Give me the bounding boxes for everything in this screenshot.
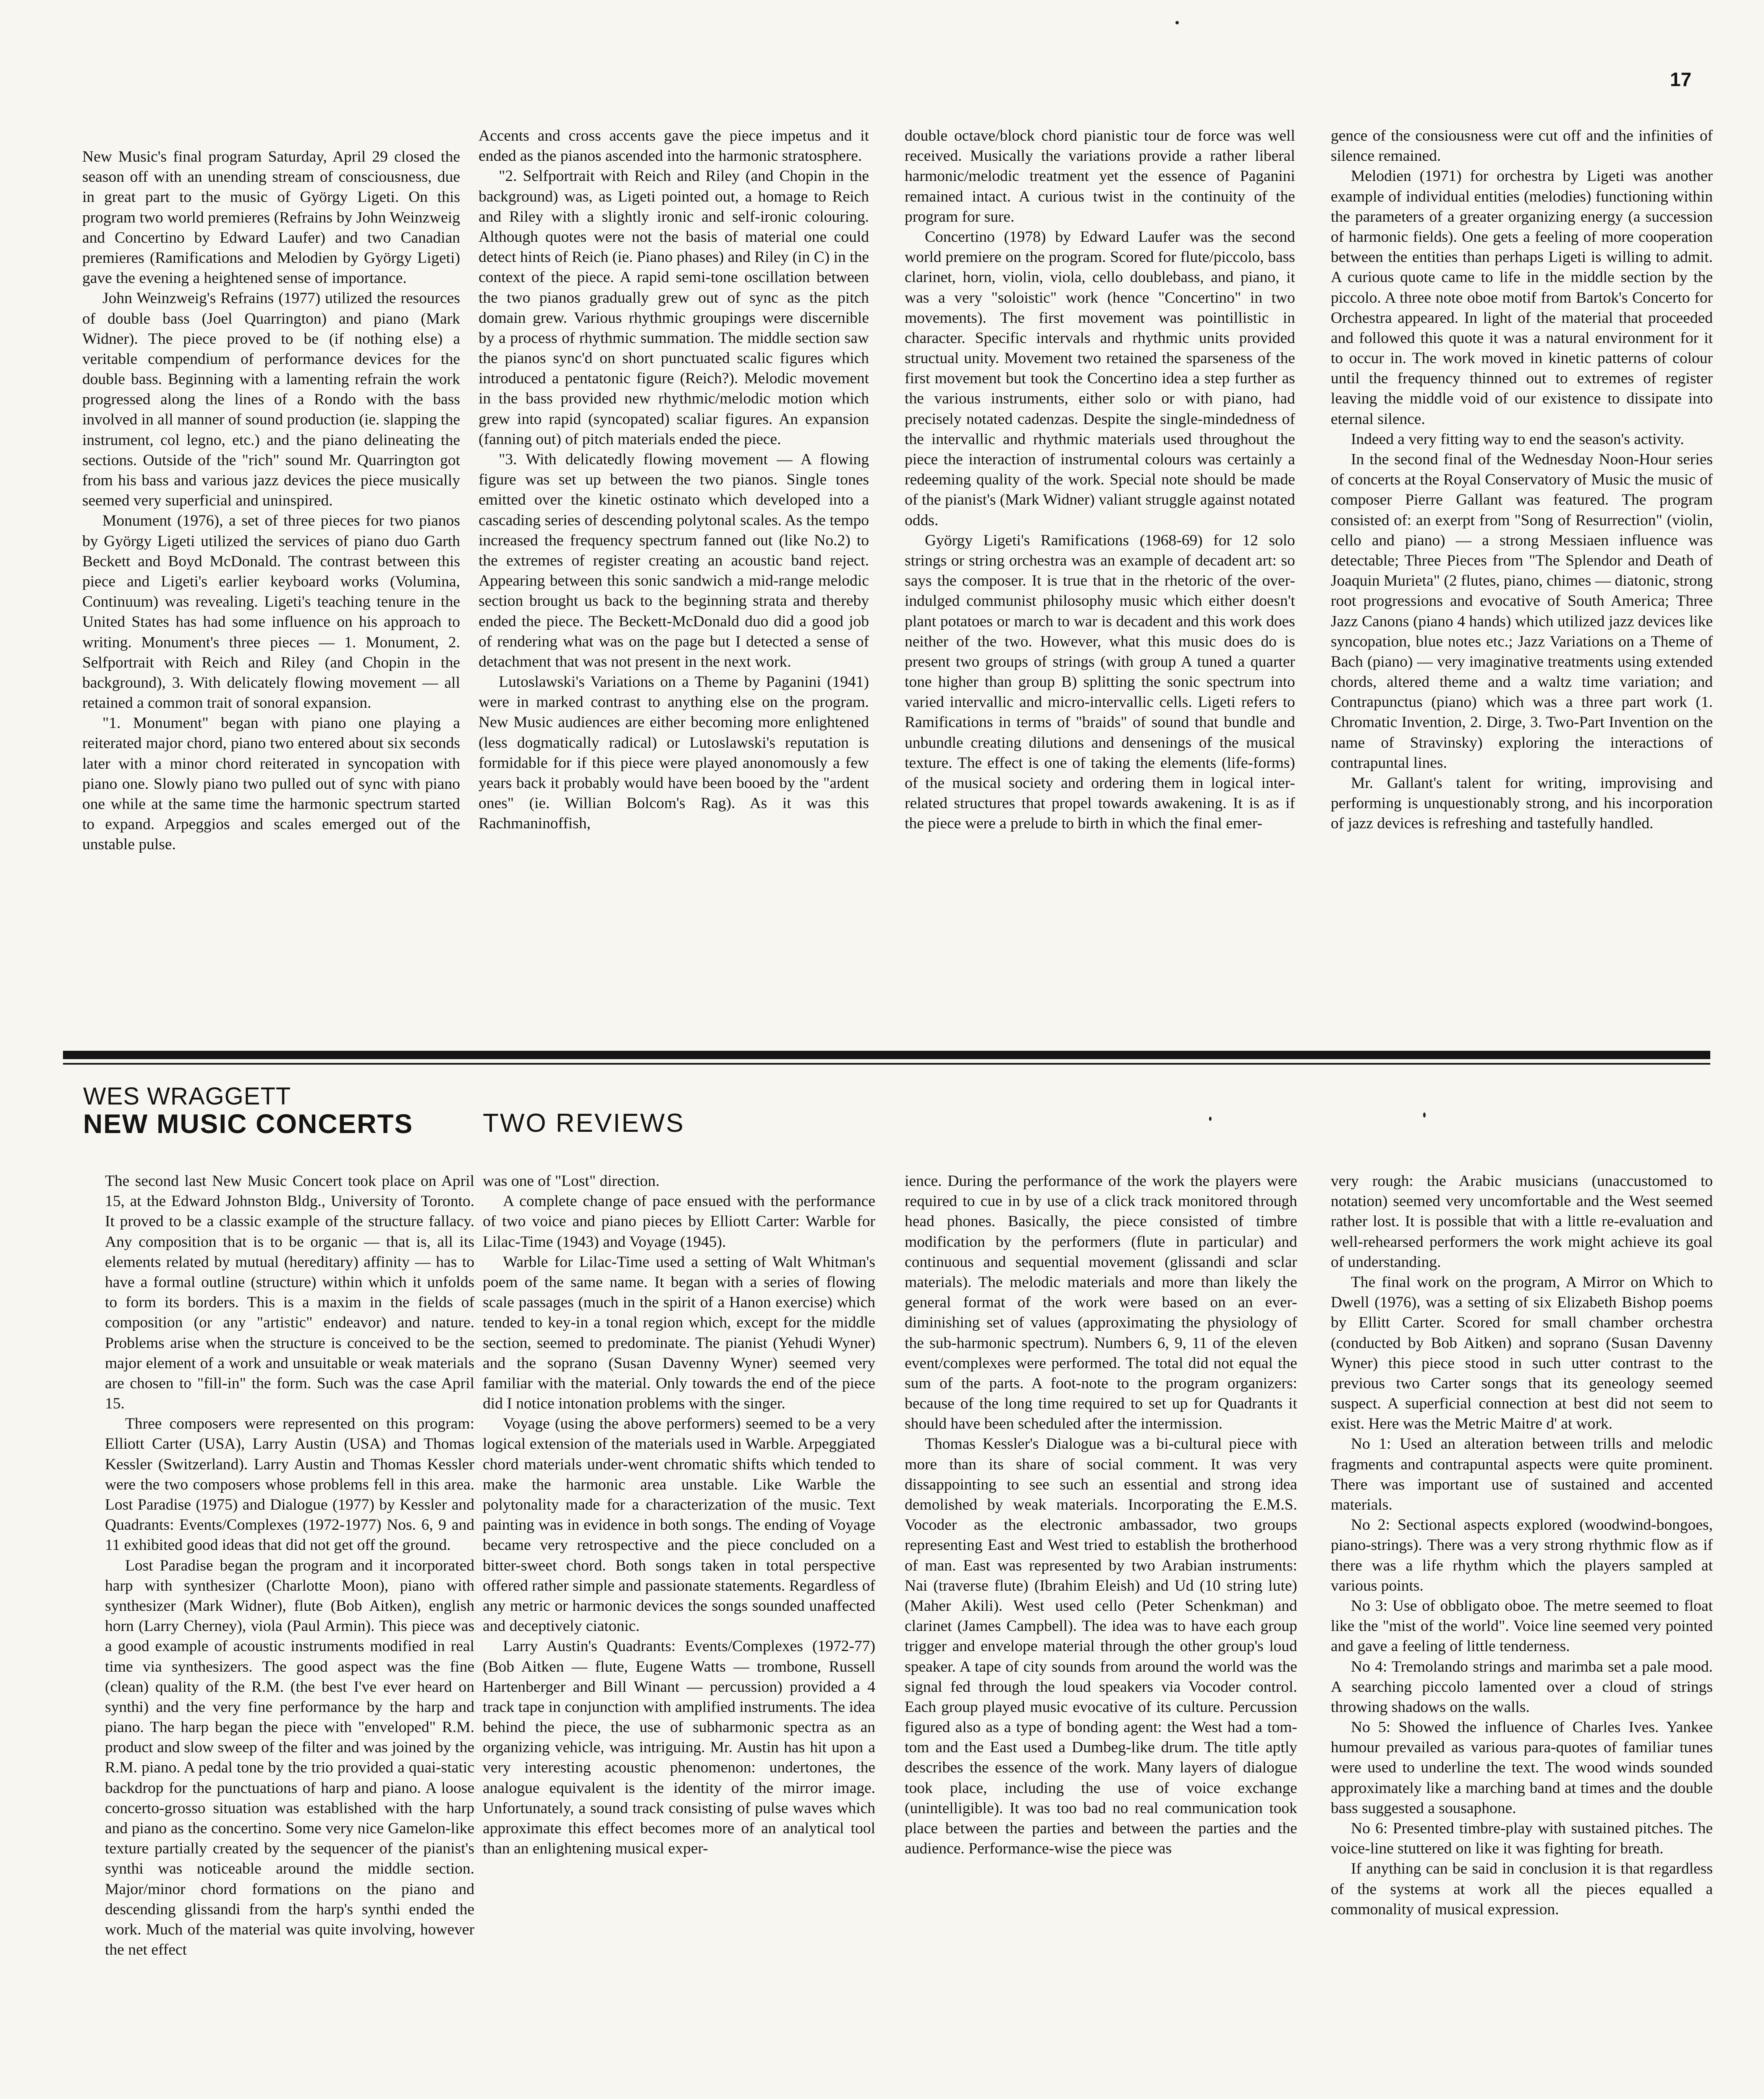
scan-speck bbox=[1175, 21, 1179, 24]
paragraph: If anything can be said in conclusion it is that regardless of the systems at work all the pieces equalled a commonality of musical expression. bbox=[1331, 1860, 1713, 1918]
paragraph: Lost Paradise began the program and it incorporated harp with synthesizer (Charlotte Moon), piano with synthesizer (Mark Widner), flute (Bob Aitken), english horn (Larry Cherney), viola (Paul Armin). This piece was a good example of acoustic instruments modified in real time via synthesizers. The good aspect was the fine (clean) quality of the R.M. (the best I've ever heard on synthi) and the very fine performance by the harp and piano. The harp began the piece with "enveloped" R.M. product and slow sweep of the filter and was joined by the R.M. piano. A pedal tone by the trio provided a quai-static backdrop for the punctuations of harp and piano. A loose concerto-grosso situation was established with the harp and piano as the concertino. Some very nice Gamelon-like texture partially created by the sequencer of the pianist's synthi was noticeable around the middle section. Major/minor chord formations on the piano and descending glissandi from the harp's synthi ended the work. Much of the material was quite involving, however the net effect bbox=[105, 1557, 474, 1959]
paragraph: Voyage (using the above performers) seemed to be a very logical extension of the materials used in Warble. Arpeggiated chord materials under-went chromatic shifts which tended to make the harmonic area unstable. Like Warble the polytonality made for a characterization of the music. Text painting was in evidence in both songs. The ending of Voyage became very retrospective and the piece concluded on a bitter-sweet chord. Both songs taken in total perspective offered rather simple and passionate statements. Regardless of any metric or harmonic devices the songs sounded unaffected and deceptively ciatonic. bbox=[483, 1415, 875, 1635]
paragraph: The final work on the program, A Mirror on Which to Dwell (1976), was a setting of six Elizabeth Bishop poems by Ellitt Carter. Scored for small chamber orchestra (conducted by Bob Aitken) and soprano (Susan Davenny Wyner) this piece stood in such utter contrast to the previous two Carter songs that its geneology seemed suspect. A superficial connection at best did not seem to exist. Here was the Metric Maitre d' at work. bbox=[1331, 1273, 1713, 1433]
paragraph: was one of "Lost" direction. bbox=[483, 1173, 660, 1190]
paragraph: Melodien (1971) for orchestra by Ligeti was another example of individual entities (melodies) functioning within the parameters of a greater organizing energy (a succession of harmonic fields). One gets a feeling of more cooperation between the entities than perhaps Ligeti is willing to admit. A curious quote came to life in the middle section by the piccolo. A three note oboe motif from Bartok's Concerto for Orchestra appeared. In light of the material that proceeded and followed this quote it was a natural environment for it to occur in. The work moved in kinetic patterns of colour until the frequency thinned out to extremes of register leaving the middle void of our existence to dissipate into eternal silence. bbox=[1331, 168, 1713, 428]
bottom-column-2 bbox=[483, 1171, 875, 2099]
paragraph: A complete change of pace ensued with the performance of two voice and piano pieces by Elliott Carter: Warble for Lilac-Time (1943) and Voyage (1945). bbox=[483, 1193, 875, 1251]
paragraph: gence of the consiousness were cut off and the infinities of silence remained. bbox=[1331, 127, 1713, 165]
paragraph: No 4: Tremolando strings and marimba set a pale mood. A searching piccolo lamented over a cloud of strings throwing shadows on the walls. bbox=[1331, 1658, 1713, 1716]
paragraph: Larry Austin's Quadrants: Events/Complexes (1972-77) (Bob Aitken — flute, Eugene Watts — trombone, Russell Hartenberger and Bill Winant — percussion) provided a 4 track tape in conjunction with amplified instruments. The idea behind the piece, the use of subharmonic spectra as an organizing vehicle, was intriguing. Mr. Austin has hit upon a very interesting acoustic phenomenon: undertones, the analogue equivalent is the identity of the mirror image. Unfortunately, a sound track consisting of pulse waves which approximate this effect becomes more of an analytical tool than an enlightening musical exper- bbox=[483, 1638, 875, 1858]
scan-speck bbox=[1209, 1117, 1212, 1121]
paragraph: Three composers were represented on this program: Elliott Carter (USA), Larry Austin (USA) and Thomas Kessler (Switzerland). Larry Austin and Thomas Kessler were the two composers whose problems fell in this area. Lost Paradise (1975) and Dialogue (1977) by Kessler and Quadrants: Events/Complexes (1972-1977) Nos. 6, 9 and 11 exhibited good ideas that did not get off the ground. bbox=[105, 1415, 474, 1554]
paragraph: Monument (1976), a set of three pieces for two pianos by György Ligeti utilized the services of piano duo Garth Beckett and Boyd McDonald. The contrast between this piece and Ligeti's earlier keyboard works (Volumina, Continuum) was revealing. Ligeti's teaching tenure in the United States has had some influence on his approach to writing. Monument's three pieces — 1. Monument, 2. Selfportrait with Reich and Riley (and Chopin in the background), 3. With delicately flowing movement — all retained a common trait of sonoral expansion. bbox=[82, 512, 460, 712]
paragraph: Warble for Lilac-Time used a setting of Walt Whitman's poem of the same name. It began with a series of flowing scale passages (much in the spirit of a Hanon exercise) which tended to key-in a tonal region which, except for the middle section, seemed to predominate. The pianist (Yehudi Wyner) and the soprano (Susan Davenny Wyner) seemed very familiar with the material. Only towards the end of the piece did I notice intonation problems with the singer. bbox=[483, 1253, 875, 1413]
paragraph: No 1: Used an alteration between trills and melodic fragments and contrapuntal aspects were quite prominent. There was important use of sustained and accented materials. bbox=[1331, 1435, 1713, 1513]
paragraph: No 6: Presented timbre-play with sustained pitches. The voice-line stuttered on like it was fighting for breath. bbox=[1331, 1820, 1713, 1858]
paragraph: No 5: Showed the influence of Charles Ives. Yankee humour prevailed as various para-quotes of familiar tunes were used to underline the text. The wood winds sounded approximately like a marching band at times and the double bass suggested a sousaphone. bbox=[1331, 1719, 1713, 1817]
paragraph: ience. During the performance of the work the players were required to cue in by use of a click track monitored through head phones. Basically, the piece consisted of timbre modification by the performers (flute in particular) and continuous and sequential movement (glissandi and sclar materials). The melodic materials and more than likely the general format of the work were based on an ever-diminishing set of values (approximating the physiology of the sub-harmonic spectrum). Numbers 6, 9, 11 of the eleven event/complexes were performed. The total did not equal the sum of the parts. A foot-note to the program organizers: because of the long time required to set up for Quadrants it should have been scheduled after the intermission. bbox=[905, 1173, 1297, 1433]
paragraph: New Music's final program Saturday, April 29 closed the season off with an unending stream of consciousness, due in great part to the music of György Ligeti. On this program two world premieres (Refrains by John Weinzweig and Concertino by Edward Laufer) and two Canadian premieres (Ramifications and Melodien by György Ligeti) gave the evening a heightened sense of importance. bbox=[82, 148, 460, 287]
paragraph: No 2: Sectional aspects explored (woodwind-bongoes, piano-strings). There was a very strong rhythmic flow as if there was a life rhythm which the players sampled at various points. bbox=[1331, 1516, 1713, 1594]
paragraph: Thomas Kessler's Dialogue was a bi-cultural piece with more than its share of social comment. It was very dissappointing to see such an essential and strong idea demolished by weak materials. Incorporating the E.M.S. Vocoder as the electronic ambassador, two groups representing East and West tried to establish the brotherhood of man. East was represented by two Arabian instruments: Nai (traverse flute) (Ibrahim Eleish) and Ud (10 string lute) (Maher Akili). West used cello (Peter Schenkman) and clarinet (James Campbell). The idea was to have each group trigger and envelope material through the other group's loud speaker. A tape of city sounds from around the world was the signal fed through the loud speakers via Vocoder control. Each group played music evocative of its culture. Percussion figured also as a type of bonding agent: the West had a tom-tom and the East used a Dumbeg-like drum. The title aptly describes the essence of the work. Many layers of dialogue took place, including the use of voice exchange (unintelligible). It was too bad no real communication took place between the parties and between the parties and the audience. Performance-wise the piece was bbox=[905, 1435, 1297, 1858]
bottom-column-3 bbox=[905, 1171, 1297, 2099]
paragraph: Indeed a very fitting way to end the season's activity. bbox=[1351, 430, 1684, 448]
paragraph: The second last New Music Concert took place on April 15, at the Edward Johnston Bldg., University of Toronto. It proved to be a classic example of the structure fallacy. Any composition that is to be organic — that is, all its elements related by mutual (hereditary) affinity — has to have a formal outline (structure) within which it unfolds to form its borders. This is a maxim in the fields of composition (or any "artistic" endeavor) and nature. Problems arise when the structure is conceived to be the major element of a work and unsuitable or weak materials are chosen to "fill-in" the form. Such was the case April 15. bbox=[105, 1173, 474, 1413]
top-column-1 bbox=[82, 147, 460, 1045]
paragraph: Concertino (1978) by Edward Laufer was the second world premiere on the program. Scored for flute/piccolo, bass clarinet, horn, violin, viola, cello doublebass, and piano, it was a very "soloistic" work (hence "Concertino" in two movements). The first movement was pointillistic in character. Specific intervals and rhythmic units provided structual unity. Movement two retained the sparseness of the first movement but took the Concertino idea a step further as the various instruments, either solo or with piano, had precisely notated cadenzas. Despite the single-mindedness of the intervallic and rhythmic materials used throughout the piece the interaction of instrumental colours was certainly a redeeming quality of the work. Special note should be made of the pianist's (Mark Widner) valiant struggle against notated odds. bbox=[905, 228, 1295, 529]
paragraph: No 3: Use of obbligato oboe. The metre seemed to float like the "mist of the world". Voice line seemed very pointed and gave a feeling of little tenderness. bbox=[1331, 1597, 1713, 1655]
bottom-column-4 bbox=[1331, 1171, 1713, 2099]
bottom-column-1 bbox=[105, 1171, 474, 2099]
paragraph: very rough: the Arabic musicians (unaccustomed to notation) seemed very uncomfortable and the West seemed rather lost. It is possible that with a little re-evaluation and well-rehearsed performers the work might achieve its goal of understanding. bbox=[1331, 1173, 1713, 1271]
paragraph: "1. Monument" began with piano one playing a reiterated major chord, piano two entered about six seconds later with a minor chord reiterated in syncopation with piano one. Slowly piano two pulled out of sync with piano one while at the same time the harmonic spectrum started to expand. Arpeggios and scales emerged out of the unstable pulse. bbox=[82, 714, 460, 853]
top-column-3 bbox=[905, 126, 1295, 1045]
paragraph: "2. Selfportrait with Reich and Riley (and Chopin in the background) was, as Ligeti pointed out, a homage to Reich and Riley with a slightly ironic and self-ironic colouring. Although quotes were not the basis of material one could detect hints of Reich (ie. Piano phases) and Riley (in C) in the context of the piece. A rapid semi-tone oscillation between the two pianos gradually grew out of sync as the pitch domain grew. Various rhythmic groupings were discernible by a process of rhythmic summation. The middle section saw the pianos sync'd on short punctuated scalic figures which introduced a pentatonic figure (Reich?). Melodic movement in the bass provided new rhythmic/melodic motion which grew into rapid (syncopated) scaliar figures. An expansion (fanning out) of pitch materials ended the piece. bbox=[479, 168, 869, 448]
scan-speck bbox=[1423, 1112, 1426, 1118]
paragraph: Mr. Gallant's talent for writing, improvising and performing is unquestionably strong, and his incorporation of jazz devices is refreshing and tastefully handled. bbox=[1331, 775, 1713, 832]
section-divider-thin-rule bbox=[63, 1063, 1710, 1065]
paragraph: "3. With delicatedly flowing movement — A flowing figure was set up between the two pianos. Single tones emitted over the kinetic ostinato which developed into a cascading series of descending polytonal scales. As the tempo increased the frequency spectrum fanned out (like No.2) to the extremes of register creating an acoustic band reject. Appearing between this sonic sandwich a mid-range melodic section brought us back to the beginning strata and thereby ended the piece. The Beckett-McDonald duo did a good job of rendering what was on the page but I detected a sense of detachment that was not present in the next work. bbox=[479, 451, 869, 670]
paragraph: In the second final of the Wednesday Noon-Hour series of concerts at the Royal Conservatory of Music the music of composer Pierre Gallant was featured. The program consisted of: an exerpt from "Song of Resurrection" (violin, cello and piano) — a strong Messiaen influence was detectable; Three Pieces from "The Splendor and Death of Joaquin Murieta" (2 flutes, piano, chimes — diatonic, strong root progressions and evocative of South America; Three Jazz Canons (piano 4 hands) which utilized jazz devices like syncopation, blue notes etc.; Jazz Variations on a Theme of Bach (piano) — very imaginative treatments using extended chords, altered theme and a waltz time variation; and Contrapunctus (piano) which was a three part work (1. Chromatic Invention, 2. Dirge, 3. Two-Part Invention on the name of Stravinsky) exploring the interactions of contrapuntal lines. bbox=[1331, 451, 1713, 772]
page-number: 17 bbox=[1670, 68, 1692, 90]
article-subhead: TWO REVIEWS bbox=[483, 1109, 685, 1138]
article-headline: NEW MUSIC CONCERTS bbox=[83, 1109, 414, 1139]
author-byline: WES WRAGGETT bbox=[83, 1083, 291, 1110]
top-column-4 bbox=[1331, 126, 1713, 1045]
paragraph: double octave/block chord pianistic tour de force was well received. Musically the variations provide a rather liberal harmonic/melodic treatment yet the essence of Paganini remained intact. A curious twist in the continuity of the program for sure. bbox=[905, 127, 1295, 225]
paragraph: Accents and cross accents gave the piece impetus and it ended as the pianos ascended into the harmonic stratosphere. bbox=[479, 127, 869, 165]
paragraph: Lutoslawski's Variations on a Theme by Paganini (1941) were in marked contrast to anything else on the program. New Music audiences are either becoming more enlightened (less dogmatically radical) or Lutoslawski's reputation is formidable for if this piece were played anonomously a few years back it probably would have been booed by the "ardent ones" (ie. Willian Bolcom's Rag). As it was this Rachmaninoffish, bbox=[479, 673, 869, 832]
paragraph: György Ligeti's Ramifications (1968-69) for 12 solo strings or string orchestra was an example of decadent art: so says the composer. It is true that in the rhetoric of the over-indulged communist philosophy music which either doesn't plant potatoes or march to war is decadent and this work does neither of the two. However, what this music does do is present two groups of strings (with group A tuned a quarter tone higher than group B) splitting the sonic spectrum into varied intervallic and micro-intervallic cells. Ligeti refers to Ramifications in terms of "braids" of sound that bundle and unbundle creating dilutions and densenings of the musical texture. The effect is one of taking the elements (life-forms) of the musical society and ordering them in logical inter-related structures that propel towards awakening. It is as if the piece were a prelude to birth in which the final emer- bbox=[905, 531, 1295, 832]
top-column-2 bbox=[479, 126, 869, 1045]
section-divider-rule bbox=[63, 1051, 1710, 1059]
paragraph: John Weinzweig's Refrains (1977) utilized the resources of double bass (Joel Quarrington) and piano (Mark Widner). The piece proved to be (if nothing else) a veritable compendium of performance devices for the double bass. Beginning with a lamenting refrain the work progressed along the lines of a Rondo with the bass involved in all manner of sound production (ie. slapping the instrument, col legno, etc.) and the piano delineating the sections. Outside of the "rich" sound Mr. Quarrington got from his bass and various jazz devices the piece musically seemed very superficial and uninspired. bbox=[82, 290, 460, 510]
